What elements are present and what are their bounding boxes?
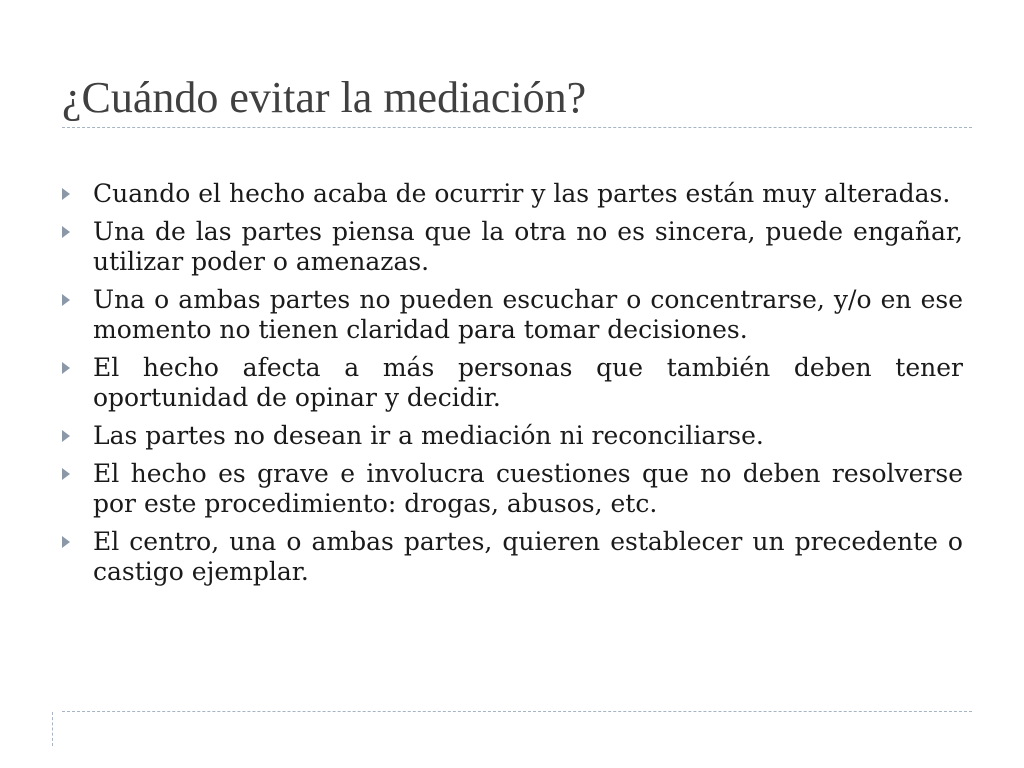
triangle-bullet-icon [62,430,70,442]
triangle-bullet-icon [62,362,70,374]
bullet-list [62,179,963,595]
bullet-text: El centro, una o ambas partes, quieren establecer un precedente o castigo ejemplar. [93,527,963,586]
triangle-bullet-icon [62,294,70,306]
list-item [62,421,963,451]
bullet-text: Las partes no desean ir a mediación ni reconciliarse. [93,421,764,450]
bullet-text: El hecho afecta a más personas que también deben tener oportunidad de opinar y decidir. [93,353,963,412]
list-item [62,459,963,519]
bullet-text: Una de las partes piensa que la otra no es sincera, puede engañar, utilizar poder o amenazas. [93,217,963,276]
title-divider [62,127,972,128]
triangle-bullet-icon [62,188,70,200]
triangle-bullet-icon [62,468,70,480]
list-item [62,285,963,345]
footer-divider [62,711,972,712]
list-item [62,217,963,277]
bullet-text: El hecho es grave e involucra cuestiones que no deben resolverse por este procedimiento: drogas, abusos, etc. [93,459,963,518]
list-item [62,527,963,587]
list-item [62,179,963,209]
bullet-text: Cuando el hecho acaba de ocurrir y las partes están muy alteradas. [93,179,951,208]
triangle-bullet-icon [62,536,70,548]
list-item [62,353,963,413]
slide-title: ¿Cuándo evitar la mediación? [62,73,587,122]
footer-corner-mark [52,712,67,746]
triangle-bullet-icon [62,226,70,238]
bullet-text: Una o ambas partes no pueden escuchar o concentrarse, y/o en ese momento no tienen claridad para tomar decisiones. [93,285,963,344]
